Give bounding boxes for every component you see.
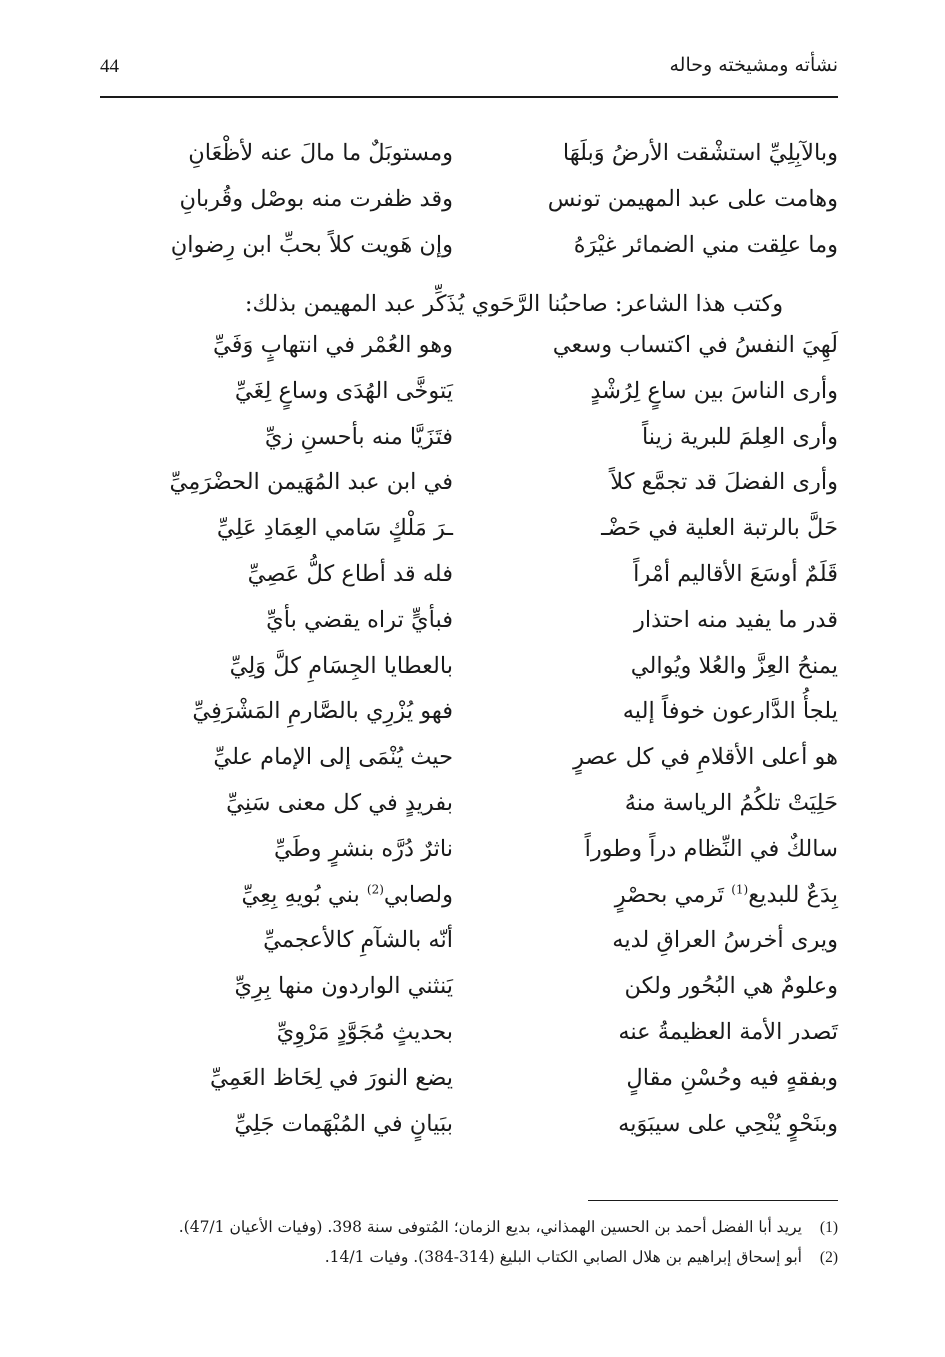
verse-line [100,503,838,553]
verse-second-hemistich: بالعطايا الجِسَامِ كلَّ وَلِيِّ [229,652,453,679]
verse-line [100,824,838,874]
verse-first-hemistich: تَصدر الأمة العظيمةُ عنه [618,1019,838,1045]
verse-first-hemistich: حَلِيَتْ تلكُمُ الرياسة منهُ [624,790,838,816]
verse-line [100,961,838,1011]
verse-second-hemistich: يضع النورَ في لِحَاظ العَمِيِّ [209,1064,453,1091]
verse-second-hemistich: بحديثٍ مُجَوَّدٍ مَرْوِيِّ [276,1019,453,1045]
footnote [100,1212,838,1242]
verse-line [100,549,838,599]
verse-second-hemistich: بفريدٍ في كل معنى سَنِيِّ [226,790,453,816]
verse-line [100,915,838,965]
verse-line [100,641,838,691]
verse-line [100,1053,838,1103]
verse-second-hemistich: فتَزَيَّا منه بأحسنِ زيِّ [264,423,453,450]
verse-second-hemistich: فبأيٍّ تراه يقضي بأيِّ [266,606,453,633]
verse-first-hemistich: وبالآبِلِيِّ استشْقت الأرضُ وَبلَهَا [562,140,838,166]
verse-second-hemistich: وهو العُمْر في انتهابٍ وَفَيِّ [213,332,453,358]
header-rule [100,96,838,98]
verse-second-hemistich: أنّه بالشآمِ كالأعجميِّ [263,927,453,954]
verse-line [100,174,838,224]
verse-line [100,1099,838,1149]
page-number: 44 [100,56,119,77]
verse-line [100,732,838,782]
verse-second-hemistich: فله قد أطاع كلُّ عَصِيِّ [247,561,453,587]
verse-line [100,778,838,828]
verse-first-hemistich: وهامت على عبد المهيمن تونس [547,186,838,212]
footnote-mark: (2) [819,1249,838,1266]
footnote-text: يريد أبا الفضل أحمد بن الحسين الهمذاني، بديع الزمان؛ المُتوفى سنة 398. (وفيات الأعيان 47/1). [178,1218,802,1236]
verse-first-hemistich: سالكٌ في النِّظام دراً وطوراً [584,835,838,862]
verse-first-hemistich: قدر ما يفيد منه احتذار [634,606,838,633]
verse-second-hemistich: ولصابي$^{(2)}$ بني بُويهِ بِعِيِّ [241,881,453,908]
verse-first-hemistich: ويرى أخرسُ العراقِ لديه [612,927,838,954]
verse-line [100,320,838,370]
verse-second-hemistich: فهو يُزْرِي بالصَّارمِ المَشْرَفِيِّ [192,698,453,725]
verse-first-hemistich: حَلَّ بالرتبة العلية في حَضْـ [601,515,838,542]
verse-line [100,366,838,416]
verse-first-hemistich: وعلومٌ هي البُحُور ولكن [624,973,838,1000]
footnote-rule [588,1200,838,1201]
verse-line [100,686,838,736]
footnote-ref: (1) [731,882,749,897]
verse-first-hemistich: بِدَعٌ للبديع$^{(1)}$ تَرمي بحصْرٍ [614,881,838,908]
verse-second-hemistich: ناثرٌ دُرَّه بنشرٍ وطَيِّ [274,835,453,862]
verse-line [100,595,838,645]
verse-second-hemistich: ومستوبَلٌ ما مالَ عنه لأظْعَانِ [188,140,453,166]
verse-second-hemistich: ـرَ مَلْكٍ سَامي العِمَادِ عَلِيِّ [216,515,453,542]
verse-line [100,1007,838,1057]
verse-line [100,128,838,178]
verse-second-hemistich: يَتوخَّى الهُدَى وساعٍ لِغَيِّ [234,377,453,404]
page-header [100,52,838,82]
verse-first-hemistich: وأرى الناسَ بين ساعٍ لِرُشْدٍ [590,377,838,404]
verse-first-hemistich: وما علِقت مني الضمائر غيْرَهُ [573,232,838,258]
verse-second-hemistich: في ابن عبد المُهَيمن الحضْرَمِيِّ [169,469,453,496]
verse-first-hemistich: لَهِيَ النفسُ في اكتساب وسعي [552,332,838,358]
verse-first-hemistich: وأرى العِلمَ للبرية زيناً [641,423,838,450]
verse-second-hemistich: وقد ظفرت منه بوصْل وقُربانِ [179,186,453,212]
verse-first-hemistich: وأرى الفضلَ قد تجمَّع كلاً [610,469,838,496]
verse-first-hemistich: هو أعلى الأقلامِ في كل عصرٍ [573,744,838,771]
verse-second-hemistich: ببَيانٍ في المُبْهَمات جَلِيِّ [234,1110,453,1137]
verse-first-hemistich: يلجأُ الدَّارعون خوفاً إليه [622,698,838,725]
verse-second-hemistich: يَنثني الواردون منها بِرِيِّ [234,973,453,1000]
verse-line [100,412,838,462]
verse-line [100,870,838,920]
running-title: نشأته ومشيخته وحاله [669,54,838,76]
verse-line [100,457,838,507]
footnote-text: أبو إسحاق إبراهيم بن هلال الصابي الكتاب البليغ (314-384). وفيات 14/1. [324,1248,802,1266]
verse-second-hemistich: وإن هَويت كلاً بحبِّ ابن رِضوانِ [170,232,453,258]
verse-line [100,220,838,270]
verse-first-hemistich: وبفقهٍ فيه وحُسْنِ مقالٍ [626,1064,838,1091]
verse-first-hemistich: يمنحُ العِزَّ والعُلا ويُوالي [630,652,838,679]
prose-intro: وكتب هذا الشاعر: صاحبُنا الرَّحَوي يُذَكِّر عبد المهيمن بذلك: [244,291,784,317]
verse-second-hemistich: حيث يُنْمَى إلى الإمام عليِّ [213,744,453,771]
footnote [100,1242,838,1272]
verse-first-hemistich: وبنَحْوٍ يُنْحِي على سيبَوَيه [618,1110,838,1137]
verse-first-hemistich: قَلَمٌ أوسَعَ الأقاليم أمْراً [633,561,838,587]
footnote-ref: (2) [366,882,384,897]
footnote-mark: (1) [819,1219,838,1236]
